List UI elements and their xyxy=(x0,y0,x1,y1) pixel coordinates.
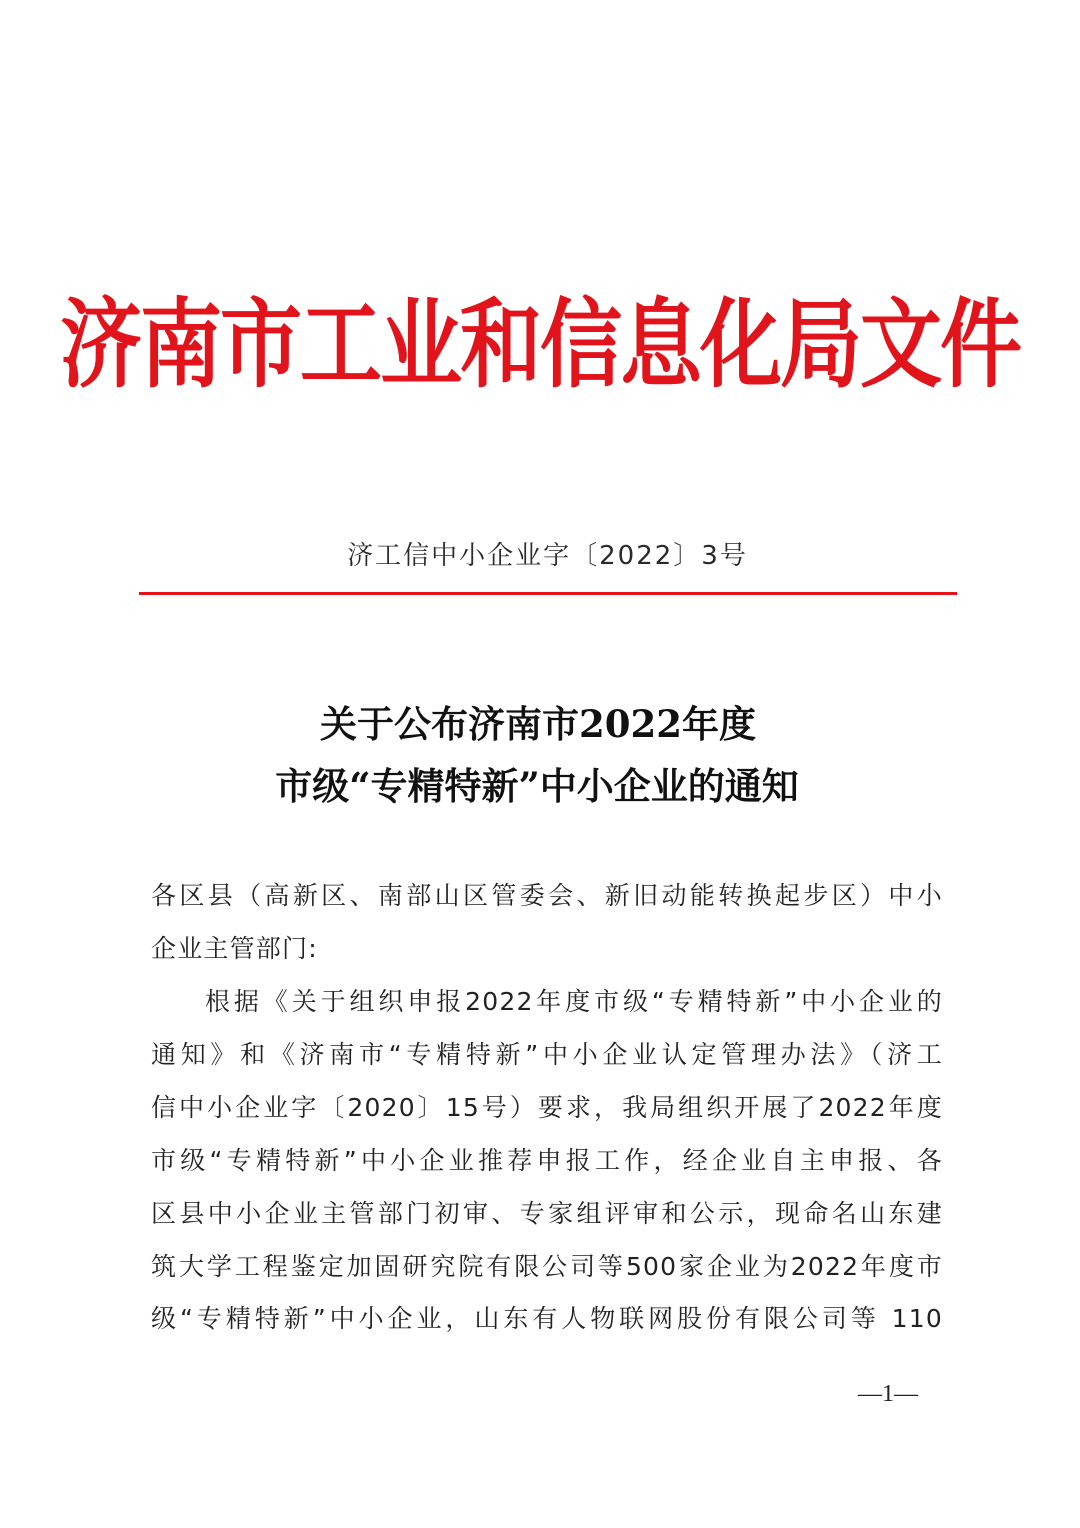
page-number: —1— xyxy=(858,1381,918,1407)
notice-title-line-2: 市级“专精特新”中小企业的通知 xyxy=(275,764,799,808)
masthead-title: 济南市工业和信息化局文件 xyxy=(59,288,1020,402)
notice-title-line-1: 关于公布济南市2022年度 xyxy=(320,702,756,746)
addressee-line-2: 企业主管部门: xyxy=(151,934,318,963)
body-paragraph-line: 市级“专精特新”中小企业推荐申报工作，经企业自主申报、各 xyxy=(151,1146,943,1175)
body-paragraph-line: 筑大学工程鉴定加固研究院有限公司等500家企业为2022年度市 xyxy=(151,1252,943,1281)
body-paragraph-line: 区县中小企业主管部门初审、专家组评审和公示，现命名山东建 xyxy=(151,1199,943,1228)
body-paragraph-line: 通知》和《济南市“专精特新”中小企业认定管理办法》（济工 xyxy=(151,1040,943,1069)
body-paragraph-line: 信中小企业字〔2020〕15号）要求，我局组织开展了2022年度 xyxy=(151,1093,943,1122)
addressee-line-1: 各区县（高新区、南部山区管委会、新旧动能转换起步区）中小 xyxy=(151,881,943,910)
document-number: 济工信中小企业字〔2022〕3号 xyxy=(347,541,748,571)
body-paragraph-line: 根据《关于组织申报2022年度市级“专精特新”中小企业的 xyxy=(205,987,943,1016)
body-paragraph-line: 级“专精特新”中小企业，山东有人物联网股份有限公司等 110 xyxy=(151,1304,943,1333)
red-divider-line xyxy=(139,592,957,595)
